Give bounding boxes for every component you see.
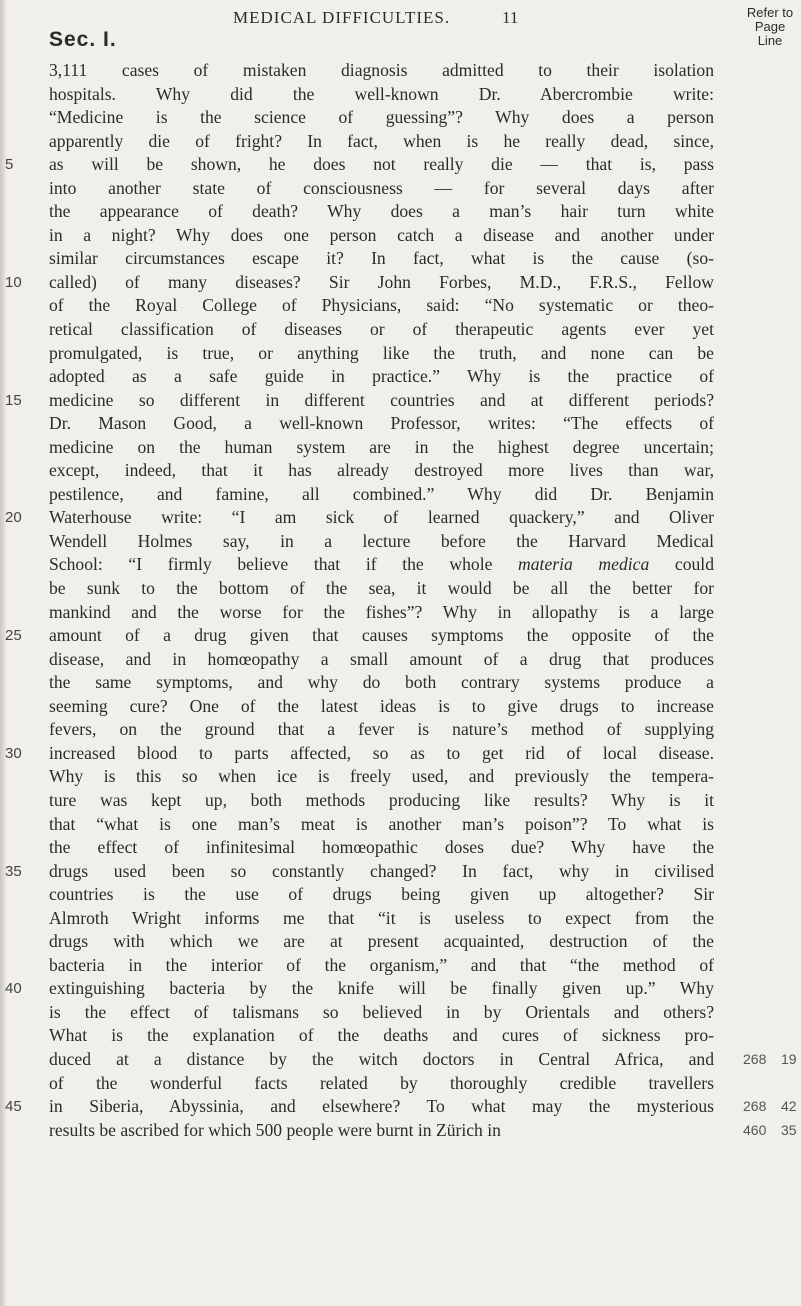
- line-text: promulgated, is true, or anything like the truth, and none can be: [49, 342, 714, 363]
- line-text: fevers, on the ground that a fever is nature’s method of supplying: [49, 719, 714, 740]
- refer-page: 268: [743, 1098, 767, 1115]
- line-number: 10: [5, 273, 22, 291]
- section-label: Sec. I.: [49, 28, 117, 51]
- text-line: [5, 1095, 797, 1119]
- text-line: [5, 506, 714, 530]
- text-line: [49, 59, 714, 83]
- line-text: ture was kept up, both methods producing like results? Why is it: [49, 789, 714, 810]
- line-number: 30: [5, 744, 22, 762]
- line-text: adopted as a safe guide in practice.” Why is the practice of: [49, 366, 714, 387]
- running-head: MEDICAL DIFFICULTIES.: [233, 8, 451, 27]
- italic-phrase: materia medica: [518, 554, 650, 575]
- text-line: [49, 1072, 714, 1096]
- line-text: results be ascribed for which 500 people were burnt in Zürich in: [49, 1119, 501, 1140]
- text-line: [49, 318, 714, 342]
- text-line: [5, 742, 714, 766]
- text-line: [5, 153, 714, 177]
- line-text: What is the explanation of the deaths and cures of sickness pro-: [49, 1025, 714, 1046]
- line-text: in a night? Why does one person catch a disease and another under: [49, 224, 714, 245]
- line-text: 3,111 cases of mistaken diagnosis admitted to their isolation: [49, 60, 714, 80]
- page-number: 11: [502, 8, 519, 27]
- text-line: [5, 977, 714, 1001]
- refer-to-heading: Refer to Page Line: [746, 5, 794, 48]
- text-line: [49, 789, 714, 813]
- line-text: Dr. Mason Good, a well-known Professor, writes: “The effects of: [49, 413, 714, 434]
- line-number: 35: [5, 862, 22, 880]
- text-line: [5, 389, 714, 413]
- text-line: [49, 106, 714, 130]
- refer-line: 19: [781, 1050, 797, 1067]
- line-text: of the wonderful facts related by thoroughly credible travellers: [49, 1072, 714, 1093]
- text-line: [49, 907, 714, 931]
- line-text: hospitals. Why did the well-known Dr. Abercrombie write:: [49, 83, 714, 104]
- refer-line: 42: [781, 1098, 797, 1115]
- body-text: [5, 59, 797, 1142]
- line-number: 45: [5, 1098, 22, 1116]
- text-line: [49, 412, 714, 436]
- line-text: Wendell Holmes say, in a lecture before the Harvard Medical: [49, 530, 714, 551]
- text-line: [49, 459, 714, 483]
- line-text: increased blood to parts affected, so as to get rid of local disease.: [49, 742, 714, 763]
- line-text: drugs used been so constantly changed? In fact, why in civilised: [49, 860, 714, 881]
- text-line: [49, 1119, 797, 1143]
- line-number: 15: [5, 391, 22, 409]
- line-text: mankind and the worse for the fishes”? Why in allopathy is a large: [49, 601, 714, 622]
- refer-line: 35: [781, 1121, 797, 1138]
- text-line: [49, 930, 714, 954]
- line-text: disease, and in homœopathy a small amount of a drug that produces: [49, 648, 714, 669]
- text-line: [49, 436, 714, 460]
- text-line: [5, 860, 714, 884]
- line-text: drugs with which we are at present acquainted, destruction of the: [49, 931, 714, 952]
- line-number: 20: [5, 509, 22, 527]
- line-text: the same symptoms, and why do both contrary systems produce a: [49, 672, 714, 693]
- text-line: [49, 342, 714, 366]
- text-line: [49, 530, 714, 554]
- text-line: [49, 813, 714, 837]
- line-text: Almroth Wright informs me that “it is useless to expect from the: [49, 907, 714, 928]
- text-line: [49, 577, 714, 601]
- text-line: [49, 671, 714, 695]
- refer-page: 460: [743, 1121, 767, 1138]
- line-text: in Siberia, Abyssinia, and elsewhere? To what may the mysterious: [49, 1096, 714, 1117]
- line-text: medicine on the human system are in the highest degree uncertain;: [49, 436, 714, 457]
- line-text: extinguishing bacteria by the knife will be finally given up.” Why: [49, 978, 714, 999]
- refer-page: 268: [743, 1050, 767, 1067]
- line-text: as will be shown, he does not really die — that is, pass: [49, 154, 714, 175]
- text-line: [49, 718, 714, 742]
- line-text: except, indeed, that it has already destroyed more lives than war,: [49, 460, 714, 481]
- line-text: is the effect of talismans so believed in by Orientals and others?: [49, 1001, 714, 1022]
- line-text: Why is this so when ice is freely used, and previously the tempera-: [49, 766, 714, 787]
- line-text: of the Royal College of Physicians, said: “No systematic or theo-: [49, 295, 714, 316]
- line-text: seeming cure? One of the latest ideas is to give drugs to increase: [49, 695, 714, 716]
- line-text: called) of many diseases? Sir John Forbes, M.D., F.R.S., Fellow: [49, 271, 714, 292]
- line-text: apparently die of fright? In fact, when is he really dead, since,: [49, 130, 714, 151]
- text-line: [49, 765, 714, 789]
- line-text: amount of a drug given that causes symptoms the opposite of the: [49, 625, 714, 646]
- text-line: [49, 1024, 714, 1048]
- line-text: medicine so different in different countries and at different periods?: [49, 389, 714, 410]
- text-line: [49, 365, 714, 389]
- line-number: 5: [5, 156, 14, 174]
- line-text: into another state of consciousness — for several days after: [49, 177, 714, 198]
- text-line: [49, 177, 714, 201]
- line-number: 40: [5, 980, 22, 998]
- text-line: [49, 601, 714, 625]
- line-text: School: “I firmly believe that if the whole materia medica could: [49, 554, 714, 575]
- text-line: [49, 130, 714, 154]
- text-line: [49, 1048, 797, 1072]
- line-text: bacteria in the interior of the organism,” and that “the method of: [49, 954, 714, 975]
- text-line: [49, 695, 714, 719]
- text-line: [49, 883, 714, 907]
- text-line: [49, 83, 714, 107]
- line-text: retical classification of diseases or of therapeutic agents ever yet: [49, 319, 714, 340]
- line-text: similar circumstances escape it? In fact, what is the cause (so-: [49, 248, 714, 269]
- text-line: [49, 553, 714, 577]
- line-number: 25: [5, 627, 22, 645]
- text-line: [49, 648, 714, 672]
- text-line: [49, 836, 714, 860]
- text-line: [5, 271, 714, 295]
- line-text: “Medicine is the science of guessing”? Why does a person: [49, 107, 714, 128]
- text-line: [49, 954, 714, 978]
- line-text: the effect of infinitesimal homœopathic doses due? Why have the: [49, 837, 714, 858]
- text-line: [49, 294, 714, 318]
- line-text: countries is the use of drugs being given up altogether? Sir: [49, 884, 714, 905]
- line-text: Waterhouse write: “I am sick of learned quackery,” and Oliver: [49, 507, 714, 528]
- line-text: duced at a distance by the witch doctors in Central Africa, and: [49, 1048, 714, 1069]
- text-line: [49, 224, 714, 248]
- line-text: that “what is one man’s meat is another man’s poison”? To what is: [49, 813, 714, 834]
- text-line: [49, 483, 714, 507]
- text-line: [49, 247, 714, 271]
- text-line: [49, 200, 714, 224]
- text-line: [49, 1001, 714, 1025]
- text-line: [5, 624, 714, 648]
- line-text: the appearance of death? Why does a man’s hair turn white: [49, 201, 714, 222]
- line-text: pestilence, and famine, all combined.” Why did Dr. Benjamin: [49, 483, 714, 504]
- line-text: be sunk to the bottom of the sea, it would be all the better for: [49, 578, 714, 599]
